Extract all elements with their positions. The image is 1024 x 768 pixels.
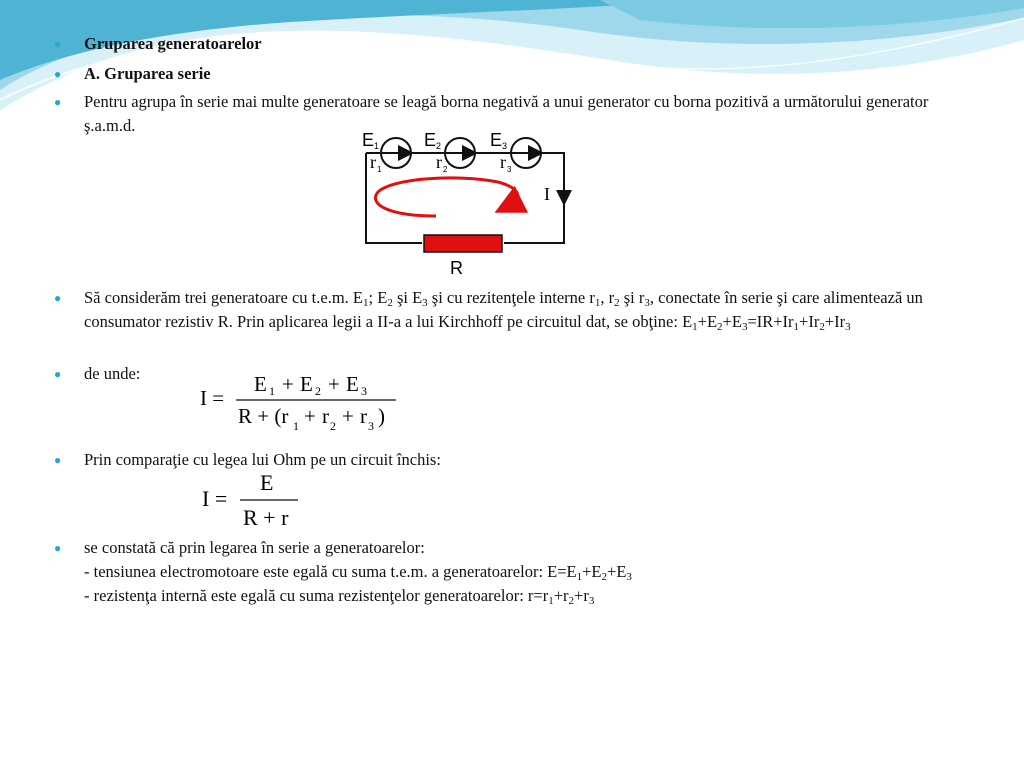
label-r3: r: [500, 152, 506, 172]
svg-text:1: 1: [374, 141, 380, 151]
svg-text:E: E: [260, 470, 274, 495]
series-circuit-diagram: [358, 126, 573, 278]
svg-text:3: 3: [502, 141, 508, 151]
label-e1: E: [362, 130, 375, 150]
svg-text:R + (r: R + (r: [238, 404, 289, 428]
label-r1: r: [370, 152, 376, 172]
formula-ohm-law: [198, 470, 303, 532]
svg-text:E: E: [300, 372, 313, 396]
bullet-icon: ●: [54, 367, 62, 381]
paragraph-concluzie: se constată că prin legarea în serie a generatoarelor: - tensiunea electromotoare este egală cu suma t.e.m. a generatoarelor: $E=E_1+E_2+E_3$ - rezistenţa internă este egală cu suma rezistenţelor generatoarelor: $r=r_1+r_2+r_3$: [84, 538, 632, 607]
paragraph-intro: Pentru agrupa în serie mai multe generatoare se leagă borna negativă a unui generator cu borna pozitivă a următorului generator ş.a.m.d.: [84, 92, 929, 135]
label-resistor: R: [450, 258, 463, 278]
bullet-icon: ●: [54, 453, 62, 467]
svg-text:I =: I =: [202, 486, 228, 511]
bullet-icon: ●: [54, 541, 62, 555]
generator-e1: [380, 138, 411, 168]
label-r2: r: [436, 152, 442, 172]
svg-text:1: 1: [377, 165, 382, 174]
heading-serie: A. Gruparea serie: [84, 64, 211, 83]
generator-e3: [510, 138, 541, 168]
label-current: I: [544, 184, 550, 204]
bullet-icon: ●: [54, 95, 62, 109]
svg-text:r: r: [322, 404, 329, 428]
resistor-icon: [424, 235, 502, 252]
bullet-icon: ●: [54, 37, 62, 51]
svg-text:3: 3: [368, 419, 374, 433]
paragraph-ohm: Prin comparaţie cu legea lui Ohm pe un circuit închis:: [84, 450, 441, 469]
formula-series-current: [198, 365, 403, 437]
bullet-icon: ●: [54, 291, 62, 305]
heading-gruparea: Gruparea generatoarelor: [84, 34, 262, 53]
svg-text:+: +: [282, 372, 294, 396]
svg-text:3: 3: [361, 384, 367, 398]
svg-text:2: 2: [443, 165, 448, 174]
bullet-icon: ●: [54, 67, 62, 81]
generator-e2: [444, 138, 475, 168]
paragraph-de-unde: de unde:: [84, 364, 141, 383]
svg-text:+: +: [342, 404, 354, 428]
svg-text:+: +: [304, 404, 316, 428]
svg-text:): ): [378, 404, 385, 428]
label-e2: E: [424, 130, 437, 150]
svg-text:r: r: [360, 404, 367, 428]
svg-text:I =: I =: [200, 386, 225, 410]
svg-text:+: +: [328, 372, 340, 396]
svg-text:1: 1: [293, 419, 299, 433]
svg-text:2: 2: [436, 141, 442, 151]
svg-text:E: E: [346, 372, 359, 396]
svg-text:1: 1: [269, 384, 275, 398]
svg-text:3: 3: [507, 165, 512, 174]
loop-direction-arrow-icon: [375, 178, 517, 216]
label-e3: E: [490, 130, 503, 150]
paragraph-kirchhoff: Să considerăm trei generatoare cu t.e.m. $E_1$; $E_2$ şi $E_3$ şi cu rezitenţele interne $r_1$, $r_2$ şi $r_3$, conectate în serie şi care alimentează un consumator rezistiv R. Prin aplicarea legii a II-a a lui Kirchhoff pe circuitul dat, se obţine: $E_1+E_2+E_3=IR+Ir_1+Ir_2+Ir_3$: [84, 288, 923, 333]
svg-text:E: E: [254, 372, 267, 396]
svg-text:R + r: R + r: [243, 505, 289, 530]
svg-text:2: 2: [330, 419, 336, 433]
svg-text:2: 2: [315, 384, 321, 398]
